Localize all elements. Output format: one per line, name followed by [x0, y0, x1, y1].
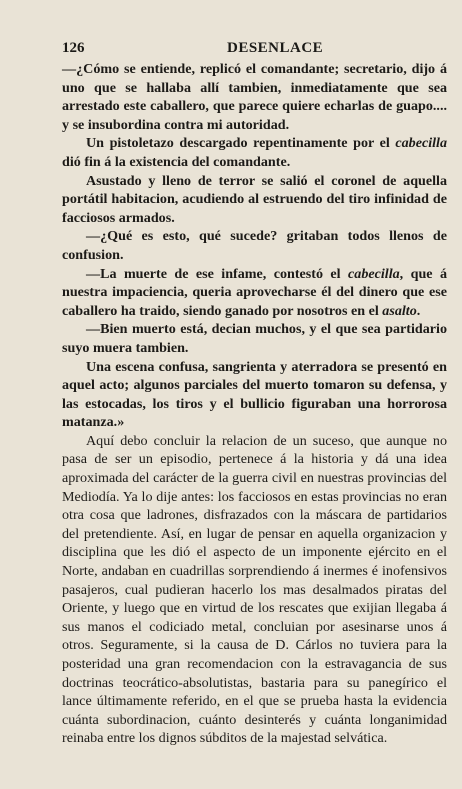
body-text [62, 60, 447, 748]
paragraph [62, 265, 447, 321]
paragraph [62, 358, 447, 432]
dialogue-text: Asustado y lleno de terror se salió el coronel de aquella portátil habitacion, acudiendo al estruendo del tiro infinidad de facciosos armados. [62, 172, 447, 226]
paragraph [62, 320, 447, 357]
paragraph: Aquí debo concluir la relacion de un suceso, que aunque no pasa de ser un episodio, pertenece á la historia y dá una idea aproximada del carácter de la guerra civil en nuestras provincias del Mediodía. Ya lo dije antes: los facciosos en estas provincias no eran otra cosa que ladrones, disfrazados con la máscara de partidarios del pretendiente. Así, en lugar de pensar en aquella organizacion y disciplina que les dió el aspecto de un imponente ejército en el Norte, andaban en cuadrillas sorprendiendo á inermes é inofensivos pasajeros, cual pudieran hacerlo los mas desalmados piratas del Oriente, y luego que en virtud de los rescates que exijian llegaba á sus manos el codiciado metal, concluian por asesinarse unos á otros. Seguramente, si la causa de D. Cárlos no tuviera para la posteridad una gran recomendacion con la estravagancia de sus doctrinas teocrático-absolutistas, bastaria para su panegírico el lance últimamente referido, en el que se prueba hasta la evidencia cuánta subordinacion, cuánto desinterés y cuánta longanimidad reinaba entre los dignos súbditos de la majestad selvática. [62, 432, 447, 747]
dialogue-text: —La muerte de ese infame, contestó el cabecilla, que á nuestra impaciencia, queria aprovecharse él del dinero que ese caballero ha traido, siendo ganado por nosotros en el asalto. [62, 265, 447, 319]
paragraph [62, 227, 447, 264]
italic-word: asalto [382, 302, 417, 319]
running-title: DESENLACE [227, 40, 324, 56]
dialogue-text: —¿Qué es esto, qué sucede? gritaban todos llenos de confusion. [62, 228, 447, 263]
paragraph [62, 134, 447, 171]
dialogue-text: —Bien muerto está, decian muchos, y el que sea partidario suyo muera tambien. [62, 321, 447, 356]
paragraph [62, 172, 447, 228]
dialogue-text: Una escena confusa, sangrienta y aterradora se presentó en aquel acto; algunos parciales del muerto tomaron su defensa, y las estocadas, los tiros y el bullicio figuraban una horrorosa matanza.» [62, 358, 447, 431]
paragraph [62, 60, 447, 134]
dialogue-text: —¿Cómo se entiende, replicó el comandante; secretario, dijo á uno que se hallaba allí tambien, inmediatamente que sea arrestado este caballero, que parece quiere echarlas de guapo.... y se insubordina contra mi autoridad. [62, 61, 447, 133]
page-number: 126 [62, 40, 85, 56]
dialogue-text: Un pistoletazo descargado repentinamente por el cabecilla dió fin á la existencia del comandante. [62, 135, 447, 170]
page-header [62, 40, 442, 60]
italic-word: cabecilla [348, 265, 400, 282]
italic-word: cabecilla [395, 135, 447, 152]
